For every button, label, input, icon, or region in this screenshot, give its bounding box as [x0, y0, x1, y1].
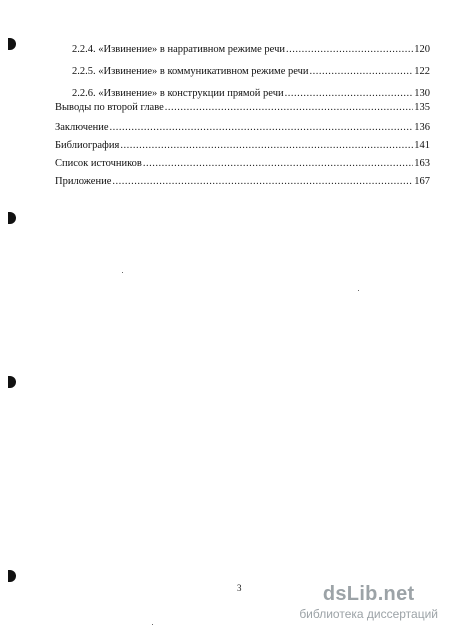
- toc-entry-title: Выводы по второй главе: [55, 102, 164, 113]
- toc-entry: [72, 66, 430, 80]
- toc-leader-dots: [143, 158, 413, 169]
- toc-entry-title: Библиография: [55, 140, 120, 151]
- toc-entry-page: 167: [414, 176, 430, 187]
- watermark-brand: dsLib.net: [322, 583, 415, 605]
- toc-entry-page: 163: [414, 158, 430, 169]
- binding-hole-mark: [8, 212, 16, 224]
- toc-leader-dots: [165, 102, 413, 113]
- toc-entry-title: Заключение: [55, 122, 109, 133]
- toc-entry-page: 141: [414, 140, 430, 151]
- binding-hole-mark: [8, 376, 16, 388]
- scan-speck: [122, 272, 123, 273]
- toc-entry-page: 122: [414, 66, 430, 77]
- toc-entry-page: 136: [414, 122, 430, 133]
- toc-entry-page: 135: [414, 102, 430, 113]
- binding-hole-mark: [8, 570, 16, 582]
- toc-entry: [55, 102, 430, 116]
- toc-entry-title: 2.2.4. «Извинение» в нарративном режиме речи: [72, 44, 285, 55]
- page-number: 3: [237, 583, 242, 593]
- scan-speck: [358, 290, 359, 291]
- watermark-logo: [299, 583, 438, 621]
- toc-leader-dots: [112, 176, 413, 187]
- toc-entry-page: 130: [414, 88, 430, 99]
- toc-entry-title: Список источников: [55, 158, 142, 169]
- scan-speck: [152, 624, 153, 625]
- toc-entry: [55, 176, 430, 190]
- toc-entry: [55, 122, 430, 136]
- toc-entry-title: 2.2.6. «Извинение» в конструкции прямой речи: [72, 88, 284, 99]
- binding-hole-mark: [8, 38, 16, 50]
- toc-entry: [72, 88, 430, 102]
- toc-leader-dots: [120, 140, 413, 151]
- toc-leader-dots: [110, 122, 414, 133]
- toc-entry: [55, 140, 430, 154]
- toc-entry-page: 120: [414, 44, 430, 55]
- toc-entry-title: Приложение: [55, 176, 112, 187]
- toc-entry: [72, 44, 430, 58]
- toc-entry-title: 2.2.5. «Извинение» в коммуникативном режиме речи: [72, 66, 309, 77]
- toc-leader-dots: [285, 88, 414, 99]
- toc-leader-dots: [310, 66, 414, 77]
- toc-leader-dots: [286, 44, 413, 55]
- watermark-tagline: библиотека диссертаций: [299, 607, 438, 621]
- toc-entry: [55, 158, 430, 172]
